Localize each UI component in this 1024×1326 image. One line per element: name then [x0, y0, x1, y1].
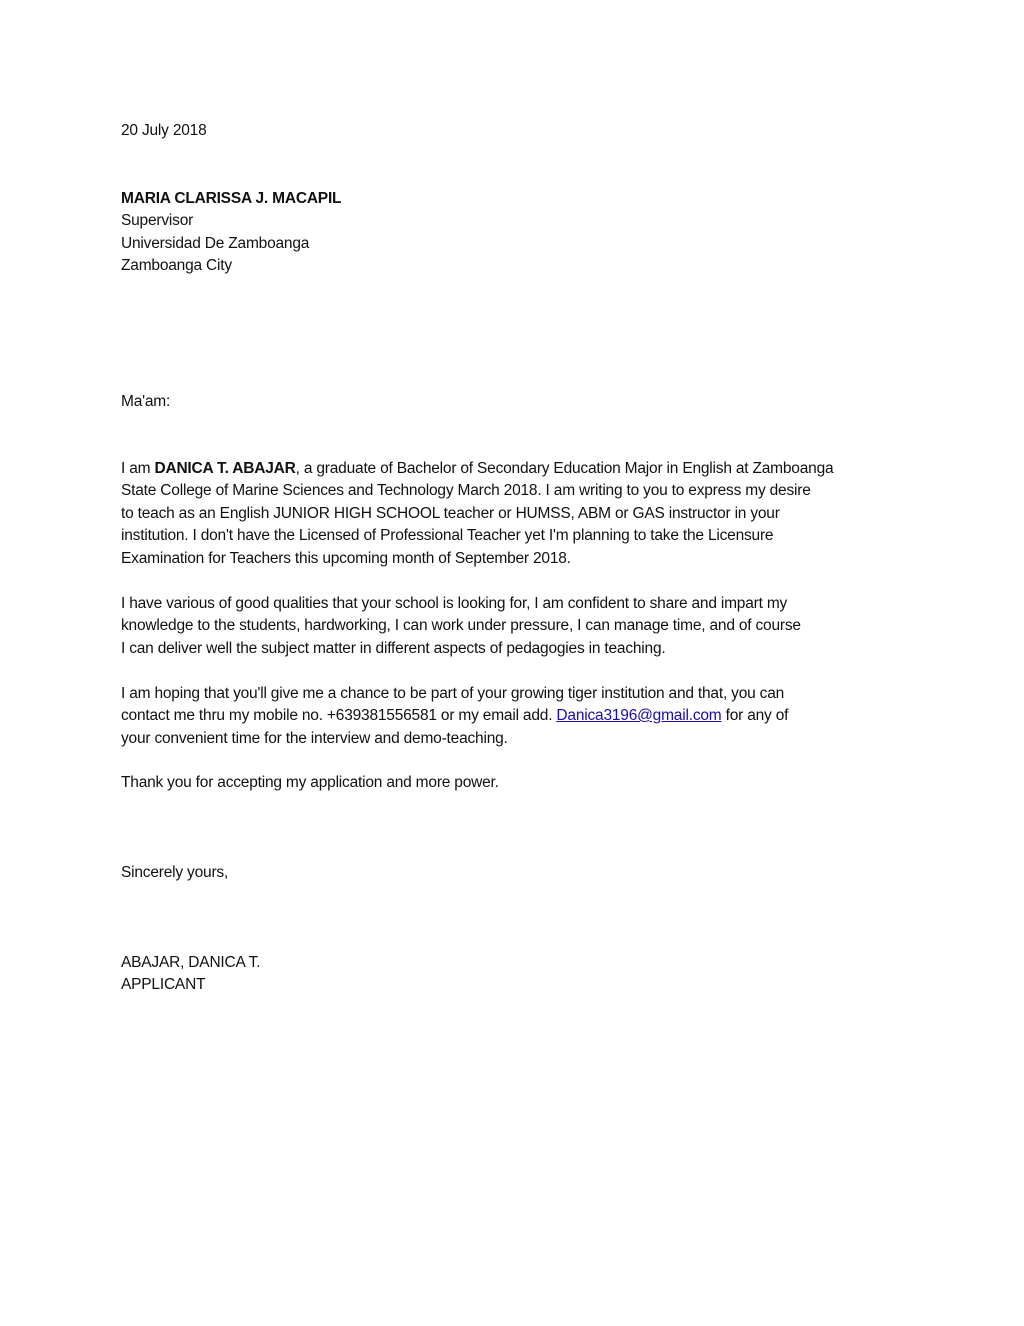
paragraph-4: Thank you for accepting my application and more power.: [121, 774, 499, 791]
paragraph-1-line-3: to teach as an English JUNIOR HIGH SCHOOL teacher or HUMSS, ABM or GAS instructor in your: [121, 505, 780, 522]
recipient-city: Zamboanga City: [121, 257, 232, 274]
paragraph-3-line-2: [121, 705, 788, 727]
paragraph-2-line-3: I can deliver well the subject matter in different aspects of pedagogies in teaching.: [121, 640, 666, 657]
text-span: , a graduate of Bachelor of Secondary Education Major in English at Zamboanga: [295, 460, 834, 477]
paragraph-2-line-1: I have various of good qualities that your school is looking for, I am confident to share and impart my: [121, 595, 788, 612]
paragraph-2-line-2: knowledge to the students, hardworking, I can work under pressure, I can manage time, and of course: [121, 617, 801, 634]
paragraph-1-line-4: institution. I don't have the Licensed of Professional Teacher yet I'm planning to take the Licensure: [121, 527, 774, 544]
text-span: I am: [121, 460, 155, 477]
closing: Sincerely yours,: [121, 864, 229, 881]
applicant-name-bold: DANICA T. ABAJAR: [154, 460, 296, 477]
text-span: for any of: [721, 707, 789, 724]
letter-date: 20 July 2018: [121, 122, 207, 139]
paragraph-1-line-5: Examination for Teachers this upcoming month of September 2018.: [121, 550, 571, 567]
text-span: contact me thru my mobile no. +639381556581 or my email add.: [121, 707, 557, 724]
email-link[interactable]: Danica3196@gmail.com: [556, 707, 722, 724]
paragraph-3-line-3: your convenient time for the interview and demo-teaching.: [121, 730, 508, 747]
paragraph-1-line-1: [121, 458, 833, 480]
paragraph-1-line-2: State College of Marine Sciences and Technology March 2018. I am writing to you to express my desire: [121, 482, 811, 499]
signature-role: APPLICANT: [121, 976, 206, 993]
recipient-title: Supervisor: [121, 212, 194, 229]
recipient-institution: Universidad De Zamboanga: [121, 235, 310, 252]
salutation: Ma'am:: [121, 393, 171, 410]
signature-name: ABAJAR, DANICA T.: [121, 954, 261, 971]
paragraph-3-line-1: I am hoping that you'll give me a chance to be part of your growing tiger institution and that, you can: [121, 685, 785, 702]
recipient-name: MARIA CLARISSA J. MACAPIL: [121, 190, 342, 207]
